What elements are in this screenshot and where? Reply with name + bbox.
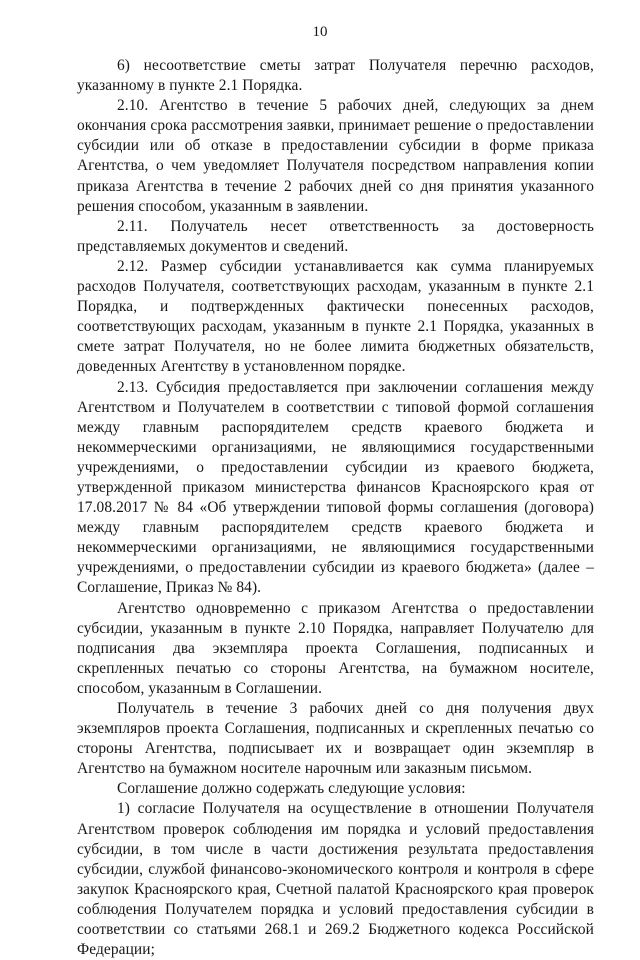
- paragraph-agency-sends-agreement: Агентство одновременно с приказом Агентства о предоставлении субсидии, указанным в пункте 2.10 Порядка, направляет Получателю для подписания два экземпляра проекта Соглашения, подписанных и скрепленных печатью со стороны Агентства, на бумажном носителе, способом, указанным в Соглашении.: [77, 599, 594, 697]
- page-number: 10: [312, 24, 328, 40]
- paragraph-agreement-conditions-intro: Соглашение должно содержать следующие условия:: [117, 780, 466, 798]
- paragraph-condition-1: 1) согласие Получателя на осуществление в отношении Получателя Агентством проверок соблюдения им порядка и условий предоставления субсидии, в том числе в части достижения результата предоставления субсидии, службой финансово-экономического контроля и контроля в сфере закупок Красноярского края, Счетной палатой Красноярского края проверок соблюдения Получателем порядка и условий предоставления субсидии в соответствии со статьями 268.1 и 269.2 Бюджетного кодекса Российской Федерации;: [77, 800, 594, 959]
- paragraph-2-10: 2.10. Агентство в течение 5 рабочих дней, следующих за днем окончания срока рассмотрения заявки, принимает решение о предоставлении субсидии или об отказе в предоставлении субсидии в форме приказа Агентства, о чем уведомляет Получателя посредством направления копии приказа Агентства в течение 2 рабочих дней со дня принятия указанного решения способом, указанным в заявлении.: [77, 97, 594, 215]
- document-body: [77, 56, 594, 960]
- paragraph-2-12: 2.12. Размер субсидии устанавливается как сумма планируемых расходов Получателя, соответствующих расходам, указанным в пункте 2.1 Порядка, и подтвержденных фактически понесенных расходов, соответствующих расходам, указанным в пункте 2.1 Порядка, указанных в смете затрат Получателя, но не более лимита бюджетных обязательств, доведенных Агентству в установленном порядке.: [77, 257, 594, 376]
- paragraph-2-11: 2.11. Получатель несет ответственность за достоверность представляемых документов и сведений.: [77, 217, 594, 255]
- paragraph-recipient-signs: Получатель в течение 3 рабочих дней со дня получения двух экземпляров проекта Соглашения, подписанных и скрепленных печатью со стороны Агентства, подписывает их и возвращает один экземпляр в Агентство на бумажном носителе нарочным или заказным письмом.: [77, 700, 594, 778]
- paragraph-item-6: 6) несоответствие сметы затрат Получателя перечню расходов, указанному в пункте 2.1 Порядка.: [77, 57, 594, 95]
- paragraph-2-13: 2.13. Субсидия предоставляется при заключении соглашения между Агентством и Получателем в соответствии с типовой формой соглашения между главным распорядителем средств краевого бюджета и некоммерческими организациями, не являющимися государственными учреждениями, о предоставлении субсидии из краевого бюджета, утвержденной приказом министерства финансов Красноярского края от 17.08.2017 № 84 «Об утверждении типовой формы соглашения (договора) между главным распорядителем средств краевого бюджета и некоммерческими организациями, не являющимися государственными учреждениями, о предоставлении субсидии из краевого бюджета» (далее – Соглашение, Приказ № 84).: [77, 378, 594, 597]
